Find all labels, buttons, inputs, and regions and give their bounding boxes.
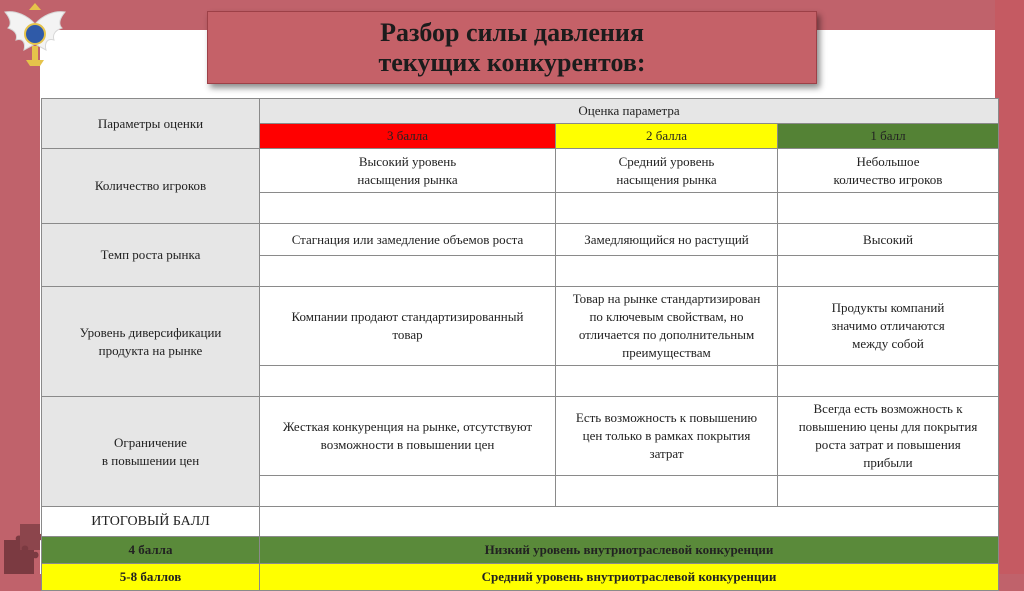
right-decor-strip <box>995 0 1024 574</box>
score-input-growth-1[interactable] <box>778 256 999 287</box>
score-input-price-limit-2[interactable] <box>556 476 778 507</box>
score-input-growth-2[interactable] <box>556 256 778 287</box>
score-input-players-3[interactable] <box>260 193 556 224</box>
result-text-medium: Средний уровень внутриотраслевой конкуренции <box>260 564 999 591</box>
cell-price-limit-3: Жесткая конкуренция на рынке, отсутствуют возможности в повышении цен <box>260 397 556 476</box>
cell-growth-1: Высокий <box>778 224 999 256</box>
row-label-players: Количество игроков <box>42 149 260 224</box>
score-input-growth-3[interactable] <box>260 256 556 287</box>
evaluation-table <box>41 98 999 591</box>
param-header-cell: Параметры оценки <box>42 99 260 149</box>
score-1-header: 1 балл <box>778 124 999 149</box>
score-input-diversification-3[interactable] <box>260 366 556 397</box>
cell-growth-3: Стагнация или замедление объемов роста <box>260 224 556 256</box>
double-headed-eagle-icon <box>2 0 68 70</box>
cell-growth-2: Замедляющийся но растущий <box>556 224 778 256</box>
cell-diversification-2: Товар на рынке стандартизирован по ключевым свойствам, но отличается по дополнительным преимуществам <box>556 287 778 366</box>
score-input-players-2[interactable] <box>556 193 778 224</box>
cell-players-2: Средний уровень насыщения рынка <box>556 149 778 193</box>
cell-price-limit-2: Есть возможность к повышению цен только в рамках покрытия затрат <box>556 397 778 476</box>
slide-title-line-1: Разбор силы давления <box>380 17 644 47</box>
row-label-diversification: Уровень диверсификации продукта на рынке <box>42 287 260 397</box>
score-input-players-1[interactable] <box>778 193 999 224</box>
total-score-value[interactable] <box>260 507 999 537</box>
cell-players-3: Высокий уровень насыщения рынка <box>260 149 556 193</box>
score-input-price-limit-3[interactable] <box>260 476 556 507</box>
row-label-growth: Темп роста рынка <box>42 224 260 287</box>
score-input-price-limit-1[interactable] <box>778 476 999 507</box>
result-text-low: Низкий уровень внутриотраслевой конкуренции <box>260 537 999 564</box>
score-input-diversification-1[interactable] <box>778 366 999 397</box>
slide-title-box <box>207 11 817 84</box>
row-label-price-limit: Ограничение в повышении цен <box>42 397 260 507</box>
score-3-header: 3 балла <box>260 124 556 149</box>
result-score-low: 4 балла <box>42 537 260 564</box>
total-score-label: ИТОГОВЫЙ БАЛЛ <box>42 507 260 537</box>
cell-diversification-3: Компании продают стандартизированный товар <box>260 287 556 366</box>
cell-players-1: Небольшое количество игроков <box>778 149 999 193</box>
score-2-header: 2 балла <box>556 124 778 149</box>
slide-title-line-2: текущих конкурентов: <box>378 47 646 77</box>
cell-price-limit-1: Всегда есть возможность к повышению цены для покрытия роста затрат и повышения прибыли <box>778 397 999 476</box>
cell-diversification-1: Продукты компаний значимо отличаются между собой <box>778 287 999 366</box>
eval-header-cell: Оценка параметра <box>260 99 999 124</box>
score-input-diversification-2[interactable] <box>556 366 778 397</box>
result-score-medium: 5-8 баллов <box>42 564 260 591</box>
